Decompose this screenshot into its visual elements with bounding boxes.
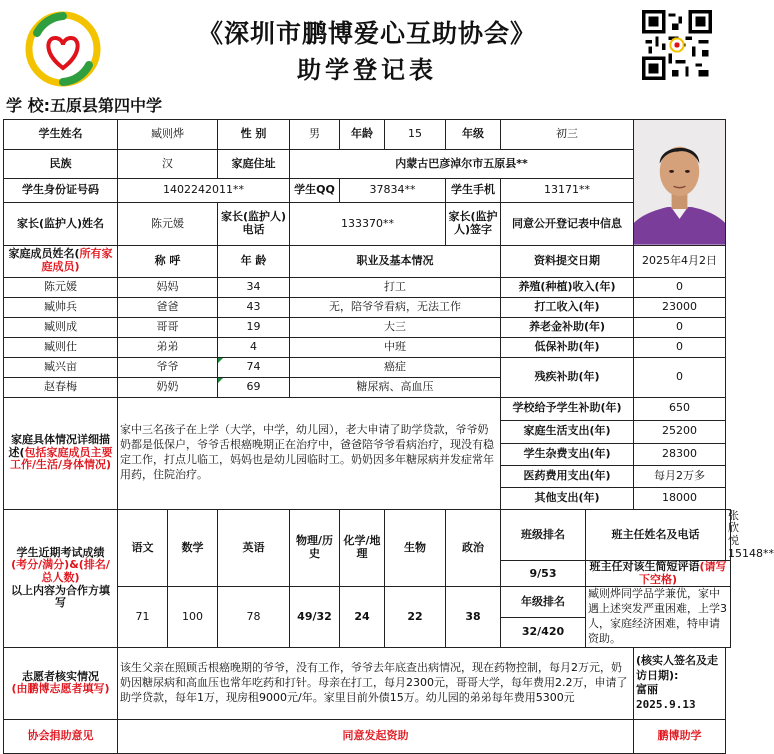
finance-value: 25200 xyxy=(634,420,726,443)
subject-header: 英语 xyxy=(218,509,290,587)
student-portrait-icon xyxy=(634,120,725,245)
registration-table xyxy=(3,119,774,754)
address-label: 家庭住址 xyxy=(218,150,290,178)
score-cell: 49/32 xyxy=(290,587,340,647)
id-number-label: 学生身份证号码 xyxy=(4,178,118,202)
finance-value: 23000 xyxy=(634,297,726,317)
table-row: 赵春梅 奶奶 69 糖尿病、高血压 xyxy=(4,377,731,397)
table-row: 臧则仕 弟弟 4 中班 低保补助(年) 0 xyxy=(4,337,731,357)
volunteer-label-note: (由鹏博志愿者填写) xyxy=(11,682,110,696)
student-phone: 13171** xyxy=(501,178,634,202)
table-row: 臧帅兵 爸爸 43 无，陪爷爷看病，无法工作 打工收入(年) 23000 xyxy=(4,297,731,317)
submit-date-label: 资料提交日期 xyxy=(501,245,634,277)
volunteer-label: 志愿者核实情况 (由鹏博志愿者填写) xyxy=(4,647,118,719)
ethnicity-label: 民族 xyxy=(4,150,118,178)
form-subtitle: 助学登记表 xyxy=(297,55,437,84)
id-number: 1402242011** xyxy=(118,178,290,202)
gender: 男 xyxy=(290,120,340,150)
subject-header: 语文 xyxy=(118,509,168,587)
family-header-note: 所有家庭成员 xyxy=(41,247,113,274)
family-header: 家庭成员姓名(所有家庭成员) xyxy=(4,245,118,277)
finance-value: 0 xyxy=(634,337,726,357)
table-row: 臧则成 哥哥 19 大三 养老金补助(年) 0 xyxy=(4,317,731,337)
subject-header: 生物 xyxy=(385,509,446,587)
job-col-header: 职业及基本情况 xyxy=(290,245,501,277)
subject-header: 政治 xyxy=(446,509,501,587)
finance-label: 家庭生活支出(年) xyxy=(501,420,634,443)
finance-value: 0 xyxy=(634,277,726,297)
table-row: 臧兴亩 爷爷 74 癌症 残疾补助(年) 0 xyxy=(4,357,731,377)
score-cell: 78 xyxy=(218,587,290,647)
guardian-sign-label: 家长(监护人)签字 xyxy=(446,203,501,246)
guardian-phone: 133370** xyxy=(290,203,446,246)
situation-label: 家庭具体情况详细描述(包括家庭成员主要工作/生活/身体情况) xyxy=(4,397,118,509)
opinion-label: 协会捐助意见 xyxy=(4,719,118,753)
student-photo xyxy=(634,120,726,246)
grade-rank-label: 年级排名 xyxy=(501,587,586,617)
finance-value: 0 xyxy=(634,317,726,337)
visit-date: 2025.9.13 xyxy=(636,698,696,712)
finance-value: 18000 xyxy=(634,487,726,509)
student-age: 15 xyxy=(385,120,446,150)
finance-value: 28300 xyxy=(634,443,726,465)
school-label: 学 校: xyxy=(6,96,50,115)
verifier-signature: (核实人签名及走访日期): 富丽 2025.9.13 xyxy=(634,647,726,719)
finance-label: 低保补助(年) xyxy=(501,337,634,357)
guardian-name-label: 家长(监护人)姓名 xyxy=(4,203,118,246)
table-row: 陈元媛 妈妈 34 打工 养殖(种植)收入(年) 0 xyxy=(4,277,731,297)
volunteer-findings: 该生父亲在照顾舌根癌晚期的爷爷，没有工作，爷爷去年底查出病情况，现在药物控制，每月2万元，奶奶因糖尿病和高血压也常年吃药和打针。母亲在打工，每月2300元，哥哥大学，每年费用2.2万，申请了助学贷款，每年1万，现房租9000元/年。家里目前外债15万。幼儿园的弟弟每年费用5300元 xyxy=(118,647,634,719)
score-cell: 71 xyxy=(118,587,168,647)
gender-label: 性 别 xyxy=(218,120,290,150)
qq-label: 学生QQ xyxy=(290,178,340,202)
finance-label: 其他支出(年) xyxy=(501,487,634,509)
score-cell: 100 xyxy=(168,587,218,647)
student-qq: 37834** xyxy=(340,178,446,202)
verifier-name: 富丽 xyxy=(636,683,658,697)
school-line xyxy=(6,93,162,116)
guardian-name: 陈元媛 xyxy=(118,203,218,246)
grade-label: 年级 xyxy=(446,120,501,150)
subject-header: 数学 xyxy=(168,509,218,587)
student-name-label: 学生姓名 xyxy=(4,120,118,150)
finance-value: 650 xyxy=(634,397,726,420)
finance-label: 养殖(种植)收入(年) xyxy=(501,277,634,297)
finance-value: 0 xyxy=(634,357,726,397)
exam-label-note: (考分/满分)&(排名/总人数) xyxy=(11,558,110,584)
school-name: 五原县第四中学 xyxy=(49,96,162,115)
finance-label: 打工收入(年) xyxy=(501,297,634,317)
submit-date: 2025年4月2日 xyxy=(634,245,726,277)
opinion-value: 同意发起资助 xyxy=(118,719,634,753)
student-grade: 初三 xyxy=(501,120,634,150)
form-title: 《深圳市鹏博爱心互助协会》 xyxy=(197,19,536,48)
teacher-label: 班主任姓名及电话 xyxy=(586,509,726,561)
finance-label: 学校给予学生补助(年) xyxy=(501,397,634,420)
score-cell: 22 xyxy=(385,587,446,647)
teacher-comment-note: (请写下空格) xyxy=(638,560,727,586)
guardian-phone-label: 家长(监护人)电话 xyxy=(218,203,290,246)
finance-label: 残疾补助(年) xyxy=(501,357,634,397)
class-rank-label: 班级排名 xyxy=(501,509,586,561)
relation-col-header: 称 呼 xyxy=(118,245,218,277)
age-col-header: 年 龄 xyxy=(218,245,290,277)
form-header xyxy=(0,0,734,92)
teacher-comment-label: 班主任对该生简短评语(请写下空格) xyxy=(586,561,731,587)
qr-code-icon xyxy=(642,10,712,80)
exam-label: 学生近期考试成绩 (考分/满分)&(排名/总人数) 以上内容为合作方填写 xyxy=(4,509,118,647)
exam-label-sub: 以上内容为合作方填写 xyxy=(11,583,110,610)
subject-header: 物理/历史 xyxy=(290,509,340,587)
finance-label: 养老金补助(年) xyxy=(501,317,634,337)
situation-description: 家中三名孩子在上学（大学，中学，幼儿园），老大申请了助学贷款，爷爷奶奶都是低保户，爷爷舌根癌晚期正在治疗中，爸爸陪爷爷看病治疗，现没有稳定工作，打点儿临工，妈妈也是幼儿园临时工。奶奶因多年糖尿病并发症常年用药，住院治疗。 xyxy=(118,397,501,509)
ethnicity: 汉 xyxy=(118,150,218,178)
situation-label-note: 包括家庭成员主要工作/生活/身体情况 xyxy=(9,445,113,472)
grade-rank: 32/420 xyxy=(501,617,586,647)
finance-label: 学生杂费支出(年) xyxy=(501,443,634,465)
finance-value: 每月2万多 xyxy=(634,465,726,487)
consent-text: 同意公开登记表中信息 xyxy=(501,203,634,246)
teacher-comment: 臧则烨同学品学兼优，家中遇上述突发严重困难，上学3人，家庭经济困难，特申请资助。 xyxy=(586,587,731,647)
home-address: 内蒙古巴彦淖尔市五原县** xyxy=(290,150,634,178)
phone-label: 学生手机 xyxy=(446,178,501,202)
subject-header: 化学/地理 xyxy=(340,509,385,587)
score-cell: 24 xyxy=(340,587,385,647)
org-name: 鹏博助学 xyxy=(634,719,726,753)
teacher-name-phone: 张欣悦15148** xyxy=(726,509,731,561)
score-cell: 38 xyxy=(446,587,501,647)
student-name: 臧则烨 xyxy=(118,120,218,150)
class-rank: 9/53 xyxy=(501,561,586,587)
finance-label: 医药费用支出(年) xyxy=(501,465,634,487)
age-label: 年龄 xyxy=(340,120,385,150)
